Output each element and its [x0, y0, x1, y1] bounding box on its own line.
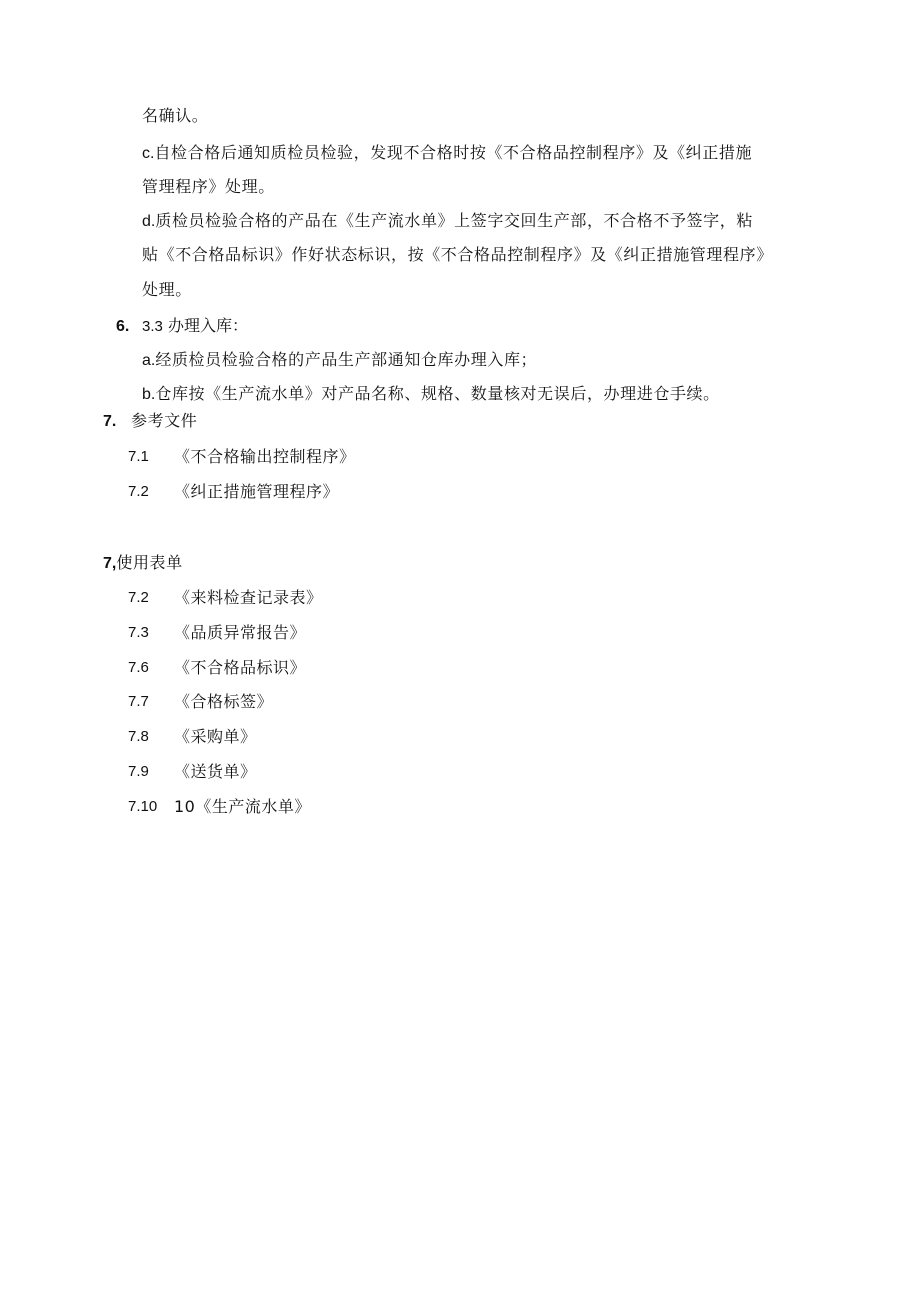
para-d-letter: d.: [142, 213, 156, 230]
form-item-number: 7.2: [128, 589, 149, 606]
para-a2: [142, 350, 537, 371]
para-b2: [142, 384, 720, 405]
section-7-refs-heading: [103, 411, 116, 432]
section-7-refs-number: 7.: [103, 413, 117, 430]
section-7-forms-heading: [103, 553, 183, 574]
para-c-text-1: 自检合格后通知质检员检验，发现不合格时按《不合格品控制程序》及《纠正措施: [154, 143, 753, 162]
para-d-line2: [142, 245, 773, 265]
item-6-sub-number: 3.3: [142, 318, 163, 335]
form-item-text: 《送货单》: [174, 762, 257, 781]
ref-item-number: 7.1: [128, 448, 149, 465]
para-b-tail: [142, 106, 208, 126]
item-6-title: 办理入库：: [167, 316, 248, 335]
ref-item-text: 《纠正措施管理程序》: [174, 482, 340, 501]
form-item-text: 《来料检查记录表》: [174, 588, 323, 607]
form-item-number: 7.9: [128, 763, 149, 780]
form-item-number: 7.6: [128, 659, 149, 676]
ref-item-number: 7.2: [128, 483, 149, 500]
ref-item-text: 《不合格输出控制程序》: [174, 447, 356, 466]
para-d-text-3: 处理。: [142, 280, 192, 299]
para-d-text-1: 质检员检验合格的产品在《生产流水单》上签字交回生产部，不合格不予签字，粘: [155, 211, 753, 230]
form-item-text: 《品质异常报告》: [174, 623, 307, 642]
item-6-heading: [116, 316, 129, 337]
para-c-line1: [142, 143, 752, 164]
para-d-line3: [142, 280, 192, 300]
para-b2-text: 仓库按《生产流水单》对产品名称、规格、数量核对无误后，办理进仓手续。: [155, 384, 720, 403]
form-item-number: 7.8: [128, 728, 149, 745]
para-c-text-2: 管理程序》处理。: [142, 177, 275, 196]
item-6-sub-heading: [142, 316, 248, 337]
item-6-number: 6.: [116, 318, 130, 335]
para-b-tail-text: 名确认。: [142, 106, 209, 125]
para-c-letter: c.: [142, 145, 155, 162]
para-a2-text: 经质检员检验合格的产品生产部通知仓库办理入库；: [155, 350, 538, 369]
form-item-number: 7.3: [128, 624, 149, 641]
section-7-forms-title: 使用表单: [116, 553, 183, 572]
form-item-number: 7.10: [128, 798, 158, 815]
para-b2-letter: b.: [142, 386, 156, 403]
form-item-text: 《采购单》: [174, 727, 257, 746]
section-7-forms-number: 7,: [103, 555, 117, 572]
para-d-line1: [142, 211, 753, 232]
para-a2-letter: a.: [142, 352, 156, 369]
form-item-text: 《合格标签》: [174, 692, 274, 711]
para-c-line2: [142, 177, 275, 197]
para-d-text-2: 贴《不合格品标识》作好状态标识，按《不合格品控制程序》及《纠正措施管理程序》: [142, 245, 773, 264]
form-item-text: 10《生产流水单》: [174, 797, 311, 816]
section-7-refs-title: 参考文件: [131, 411, 198, 430]
form-item-text: 《不合格品标识》: [174, 658, 307, 677]
form-item-number: 7.7: [128, 693, 149, 710]
